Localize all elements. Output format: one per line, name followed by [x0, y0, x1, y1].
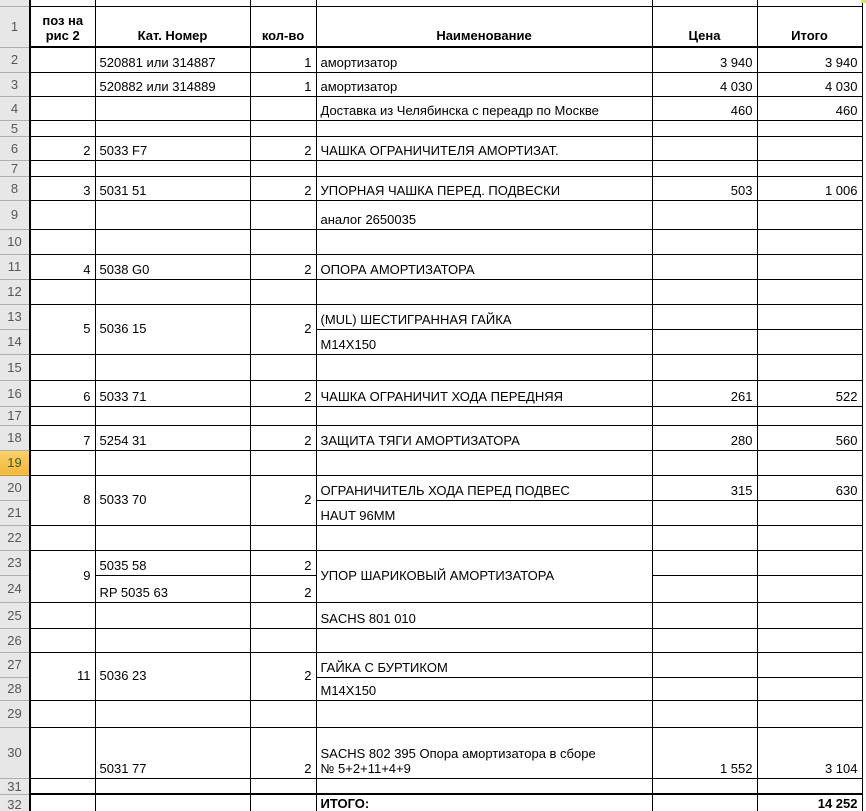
cell-r13-total[interactable] — [757, 304, 862, 329]
row-header-17[interactable]: 17 — [0, 406, 30, 425]
cell-r20-cat[interactable]: 5033 70 — [95, 475, 250, 525]
cell-r5-pos[interactable] — [30, 120, 95, 136]
cell-r11-pos[interactable]: 4 — [30, 254, 95, 279]
cell-r19-cat[interactable] — [95, 450, 250, 475]
cell-r8-qty[interactable]: 2 — [250, 176, 316, 200]
cell-r6-qty[interactable]: 2 — [250, 136, 316, 160]
row-header-32[interactable]: 32 — [0, 794, 30, 811]
cell-r10-name[interactable] — [316, 229, 652, 254]
cell-r31-price[interactable] — [652, 778, 757, 794]
row-header-3[interactable]: 3 — [0, 72, 30, 96]
cell-r20-qty[interactable]: 2 — [250, 475, 316, 525]
cell-r22-qty[interactable] — [250, 525, 316, 550]
col-header-cat[interactable]: Кат. Номер — [95, 6, 250, 47]
cell-r11-price[interactable] — [652, 254, 757, 279]
cell-r16-price[interactable]: 261 — [652, 380, 757, 406]
cell-r29-pos[interactable] — [30, 700, 95, 727]
cell-r15-cat[interactable] — [95, 354, 250, 380]
cell-r13-price[interactable] — [652, 304, 757, 329]
row-header-15[interactable]: 15 — [0, 354, 30, 380]
row-header-31[interactable]: 31 — [0, 778, 30, 794]
cell-r20-name[interactable]: ОГРАНИЧИТЕЛЬ ХОДА ПЕРЕД ПОДВЕС — [316, 475, 652, 500]
cell-r22-name[interactable] — [316, 525, 652, 550]
cell-r5-cat[interactable] — [95, 120, 250, 136]
cell-r31-name[interactable] — [316, 778, 652, 794]
cell-r24-qty[interactable]: 2 — [250, 575, 316, 602]
cell-r29-cat[interactable] — [95, 700, 250, 727]
cell-r16-pos[interactable]: 6 — [30, 380, 95, 406]
cell-r32-qty[interactable] — [250, 794, 316, 811]
cell-r3-qty[interactable]: 1 — [250, 72, 316, 96]
cell-r29-price[interactable] — [652, 700, 757, 727]
cell-r9-total[interactable] — [757, 200, 862, 229]
cell-r14-price[interactable] — [652, 329, 757, 354]
row-header-12[interactable]: 12 — [0, 279, 30, 304]
cell-r27-qty[interactable]: 2 — [250, 652, 316, 700]
cell-r12-pos[interactable] — [30, 279, 95, 304]
cell-r20-price[interactable]: 315 — [652, 475, 757, 500]
cell-r32-grand-total-value[interactable]: 14 252 — [757, 794, 862, 811]
row-header-10[interactable]: 10 — [0, 229, 30, 254]
cell-r25-name[interactable]: SACHS 801 010 — [316, 602, 652, 628]
cell-r13-cat[interactable]: 5036 15 — [95, 304, 250, 354]
cell-r19-price[interactable] — [652, 450, 757, 475]
cell-r25-qty[interactable] — [250, 602, 316, 628]
row-header-14[interactable]: 14 — [0, 329, 30, 354]
cell-r17-pos[interactable] — [30, 406, 95, 425]
row-header-18[interactable]: 18 — [0, 425, 30, 450]
cell-r28-total[interactable] — [757, 677, 862, 700]
cell-r8-cat[interactable]: 5031 51 — [95, 176, 250, 200]
cell-r30-qty[interactable]: 2 — [250, 727, 316, 778]
cell-r13-name[interactable]: (MUL) ШЕСТИГРАННАЯ ГАЙКА — [316, 304, 652, 329]
cell-r25-total[interactable] — [757, 602, 862, 628]
cell-r26-pos[interactable] — [30, 628, 95, 652]
cell-r21-total[interactable] — [757, 500, 862, 525]
row-header-7[interactable]: 7 — [0, 160, 30, 176]
cell-r14-total[interactable] — [757, 329, 862, 354]
cell-r4-pos[interactable] — [30, 96, 95, 120]
cell-r22-pos[interactable] — [30, 525, 95, 550]
cell-r4-qty[interactable] — [250, 96, 316, 120]
cell-r23-cat[interactable]: 5035 58 — [95, 550, 250, 575]
cell-r16-cat[interactable]: 5033 71 — [95, 380, 250, 406]
row-header-30[interactable]: 30 — [0, 727, 30, 778]
row-header-26[interactable]: 26 — [0, 628, 30, 652]
cell-r6-price[interactable] — [652, 136, 757, 160]
cell-r11-name[interactable]: ОПОРА АМОРТИЗАТОРА — [316, 254, 652, 279]
row-header-19-selected[interactable]: 19 — [0, 450, 30, 475]
cell-r26-price[interactable] — [652, 628, 757, 652]
cell-r8-total[interactable]: 1 006 — [757, 176, 862, 200]
cell-r8-pos[interactable]: 3 — [30, 176, 95, 200]
cell-r3-total[interactable]: 4 030 — [757, 72, 862, 96]
cell-r15-total[interactable] — [757, 354, 862, 380]
cell-r2-pos[interactable] — [30, 47, 95, 72]
cell-r12-cat[interactable] — [95, 279, 250, 304]
col-header-total[interactable]: Итого — [757, 6, 862, 47]
cell-r11-total[interactable] — [757, 254, 862, 279]
cell-r29-total[interactable] — [757, 700, 862, 727]
cell-r6-pos[interactable]: 2 — [30, 136, 95, 160]
col-header-qty[interactable]: кол-во — [250, 6, 316, 47]
cell-r12-qty[interactable] — [250, 279, 316, 304]
cell-r2-total[interactable]: 3 940 — [757, 47, 862, 72]
cell-r14-name[interactable]: М14Х150 — [316, 329, 652, 354]
cell-r30-name-line1: SACHS 802 395 Опора амортизатора в сборе — [320, 745, 596, 761]
cell-r7-price[interactable] — [652, 160, 757, 176]
cell-r9-qty[interactable] — [250, 200, 316, 229]
row-header-13[interactable]: 13 — [0, 304, 30, 329]
cell-r27-cat[interactable]: 5036 23 — [95, 652, 250, 700]
cell-r10-pos[interactable] — [30, 229, 95, 254]
row-header-28[interactable]: 28 — [0, 677, 30, 700]
cell-r2-qty[interactable]: 1 — [250, 47, 316, 72]
cell-r18-price[interactable]: 280 — [652, 425, 757, 450]
cell-r23-price[interactable] — [652, 550, 757, 575]
row-header-11[interactable]: 11 — [0, 254, 30, 279]
cell-r13-pos[interactable]: 5 — [30, 304, 95, 354]
cell-r17-name[interactable] — [316, 406, 652, 425]
cell-r5-price[interactable] — [652, 120, 757, 136]
cell-r26-cat[interactable] — [95, 628, 250, 652]
cell-r2-price[interactable]: 3 940 — [652, 47, 757, 72]
cell-r5-total[interactable] — [757, 120, 862, 136]
cell-r31-cat[interactable] — [95, 778, 250, 794]
offscreen-cell-fragment — [861, 0, 866, 3]
cell-r27-total[interactable] — [757, 652, 862, 677]
cell-r32-cat[interactable] — [95, 794, 250, 811]
col-header-price[interactable]: Цена — [652, 6, 757, 47]
cell-r30-price[interactable]: 1 552 — [652, 727, 757, 778]
cell-r22-price[interactable] — [652, 525, 757, 550]
cell-r25-price[interactable] — [652, 602, 757, 628]
cell-r5-qty[interactable] — [250, 120, 316, 136]
row-header-25[interactable]: 25 — [0, 602, 30, 628]
cell-r6-cat[interactable]: 5033 F7 — [95, 136, 250, 160]
cell-r15-pos[interactable] — [30, 354, 95, 380]
cell-r29-qty[interactable] — [250, 700, 316, 727]
cell-r21-price[interactable] — [652, 500, 757, 525]
cell-r18-cat[interactable]: 5254 31 — [95, 425, 250, 450]
cell-r28-name[interactable]: М14Х150 — [316, 677, 652, 700]
cell-r10-total[interactable] — [757, 229, 862, 254]
cell-r22-cat[interactable] — [95, 525, 250, 550]
cell-r11-qty[interactable]: 2 — [250, 254, 316, 279]
cell-r17-price[interactable] — [652, 406, 757, 425]
cell-r17-cat[interactable] — [95, 406, 250, 425]
cell-r30-name-line2: № 5+2+11+4+9 — [320, 760, 411, 776]
cell-r23-pos[interactable]: 9 — [30, 550, 95, 602]
cell-r7-qty[interactable] — [250, 160, 316, 176]
cell-r29-name[interactable] — [316, 700, 652, 727]
cell-r23-qty[interactable]: 2 — [250, 550, 316, 575]
row-header-9[interactable]: 9 — [0, 200, 30, 229]
cell-r18-total[interactable]: 560 — [757, 425, 862, 450]
cell-r18-pos[interactable]: 7 — [30, 425, 95, 450]
cell-r9-cat[interactable] — [95, 200, 250, 229]
cell-r31-total[interactable] — [757, 778, 862, 794]
row-header-4[interactable]: 4 — [0, 96, 30, 120]
col-header-pos-line1: поз на — [42, 13, 84, 28]
cell-r19-total[interactable] — [757, 450, 862, 475]
cell-r3-price[interactable]: 4 030 — [652, 72, 757, 96]
cell-r20-pos[interactable]: 8 — [30, 475, 95, 525]
col-header-name[interactable]: Наименование — [316, 6, 652, 47]
cell-r2-cat[interactable]: 520881 или 314887 — [95, 47, 250, 72]
cell-r15-name[interactable] — [316, 354, 652, 380]
row-header-1[interactable]: 1 — [0, 6, 30, 47]
cell-r6-total[interactable] — [757, 136, 862, 160]
cell-r7-pos[interactable] — [30, 160, 95, 176]
cell-r7-total[interactable] — [757, 160, 862, 176]
row-header-2[interactable]: 2 — [0, 47, 30, 72]
row-header-20[interactable]: 20 — [0, 475, 30, 500]
row-header-23[interactable]: 23 — [0, 550, 30, 575]
cell-r17-total[interactable] — [757, 406, 862, 425]
cell-r15-price[interactable] — [652, 354, 757, 380]
cell-r12-total[interactable] — [757, 279, 862, 304]
cell-r32-grand-total-label[interactable]: ИТОГО: — [316, 794, 652, 811]
cell-r22-total[interactable] — [757, 525, 862, 550]
row-header-22[interactable]: 22 — [0, 525, 30, 550]
cell-r12-name[interactable] — [316, 279, 652, 304]
row-header-5[interactable]: 5 — [0, 120, 30, 136]
cell-r4-cat[interactable] — [95, 96, 250, 120]
row-header-6[interactable]: 6 — [0, 136, 30, 160]
row-header-29[interactable]: 29 — [0, 700, 30, 727]
cell-r3-cat[interactable]: 520882 или 314889 — [95, 72, 250, 96]
cell-r13-qty[interactable]: 2 — [250, 304, 316, 354]
cell-r21-name[interactable]: HAUT 96MM — [316, 500, 652, 525]
cell-r25-pos[interactable] — [30, 602, 95, 628]
cell-r28-price[interactable] — [652, 677, 757, 700]
cell-r6-name[interactable]: ЧАШКА ОГРАНИЧИТЕЛЯ АМОРТИЗАТ. — [316, 136, 652, 160]
cell-r30-name[interactable] — [316, 727, 652, 778]
cell-r32-pos[interactable] — [30, 794, 95, 811]
cell-r7-cat[interactable] — [95, 160, 250, 176]
cell-r17-qty[interactable] — [250, 406, 316, 425]
cell-r27-price[interactable] — [652, 652, 757, 677]
cell-r10-cat[interactable] — [95, 229, 250, 254]
cell-r31-pos[interactable] — [30, 778, 95, 794]
cell-r18-name[interactable]: ЗАЩИТА ТЯГИ АМОРТИЗАТОРА — [316, 425, 652, 450]
cell-r10-price[interactable] — [652, 229, 757, 254]
cell-r18-qty[interactable]: 2 — [250, 425, 316, 450]
cell-r30-cat[interactable]: 5031 77 — [95, 727, 250, 778]
cell-r4-total[interactable]: 460 — [757, 96, 862, 120]
cell-r16-qty[interactable]: 2 — [250, 380, 316, 406]
cell-r24-price[interactable] — [652, 575, 757, 602]
cell-r31-qty[interactable] — [250, 778, 316, 794]
row-header-21[interactable]: 21 — [0, 500, 30, 525]
cell-r32-price[interactable] — [652, 794, 757, 811]
cell-r10-qty[interactable] — [250, 229, 316, 254]
cell-r5-name[interactable] — [316, 120, 652, 136]
col-header-pos[interactable] — [30, 6, 95, 47]
cell-r2-name[interactable]: амортизатор — [316, 47, 652, 72]
cell-r26-name[interactable] — [316, 628, 652, 652]
col-header-pos-line2: рис 2 — [45, 28, 80, 43]
cell-r25-cat[interactable] — [95, 602, 250, 628]
cell-r23-total[interactable] — [757, 550, 862, 575]
cell-r9-pos[interactable] — [30, 200, 95, 229]
cell-r24-total[interactable] — [757, 575, 862, 602]
cell-r16-total[interactable]: 522 — [757, 380, 862, 406]
cell-r7-name[interactable] — [316, 160, 652, 176]
cell-r15-qty[interactable] — [250, 354, 316, 380]
row-header-27[interactable]: 27 — [0, 652, 30, 677]
cell-r27-pos[interactable]: 11 — [30, 652, 95, 700]
cell-r30-pos[interactable] — [30, 727, 95, 778]
cell-r11-cat[interactable]: 5038 G0 — [95, 254, 250, 279]
cell-r3-pos[interactable] — [30, 72, 95, 96]
cell-r19-qty[interactable] — [250, 450, 316, 475]
row-header-16[interactable]: 16 — [0, 380, 30, 406]
cell-r3-name[interactable]: амортизатор — [316, 72, 652, 96]
cell-r9-name[interactable]: аналог 2650035 — [316, 200, 652, 229]
cell-r19-name[interactable] — [316, 450, 652, 475]
cell-r9-price[interactable] — [652, 200, 757, 229]
cell-r4-name[interactable]: Доставка из Челябинска с переадр по Москве — [316, 96, 652, 120]
cell-r8-name[interactable]: УПОРНАЯ ЧАШКА ПЕРЕД. ПОДВЕСКИ — [316, 176, 652, 200]
cell-r30-total[interactable]: 3 104 — [757, 727, 862, 778]
cell-r26-qty[interactable] — [250, 628, 316, 652]
cell-r27-name[interactable]: ГАЙКА С БУРТИКОМ — [316, 652, 652, 677]
row-header-8[interactable]: 8 — [0, 176, 30, 200]
row-header-24[interactable]: 24 — [0, 575, 30, 602]
cell-r8-price[interactable]: 503 — [652, 176, 757, 200]
cell-r12-price[interactable] — [652, 279, 757, 304]
cell-r20-total[interactable]: 630 — [757, 475, 862, 500]
cell-r26-total[interactable] — [757, 628, 862, 652]
cell-r19-pos[interactable] — [30, 450, 95, 475]
cell-r4-price[interactable]: 460 — [652, 96, 757, 120]
cell-r16-name[interactable]: ЧАШКА ОГРАНИЧИТ ХОДА ПЕРЕДНЯЯ — [316, 380, 652, 406]
cell-r23-name[interactable]: УПОР ШАРИКОВЫЙ АМОРТИЗАТОРА — [316, 550, 652, 602]
cell-r24-cat[interactable]: RP 5035 63 — [95, 575, 250, 602]
